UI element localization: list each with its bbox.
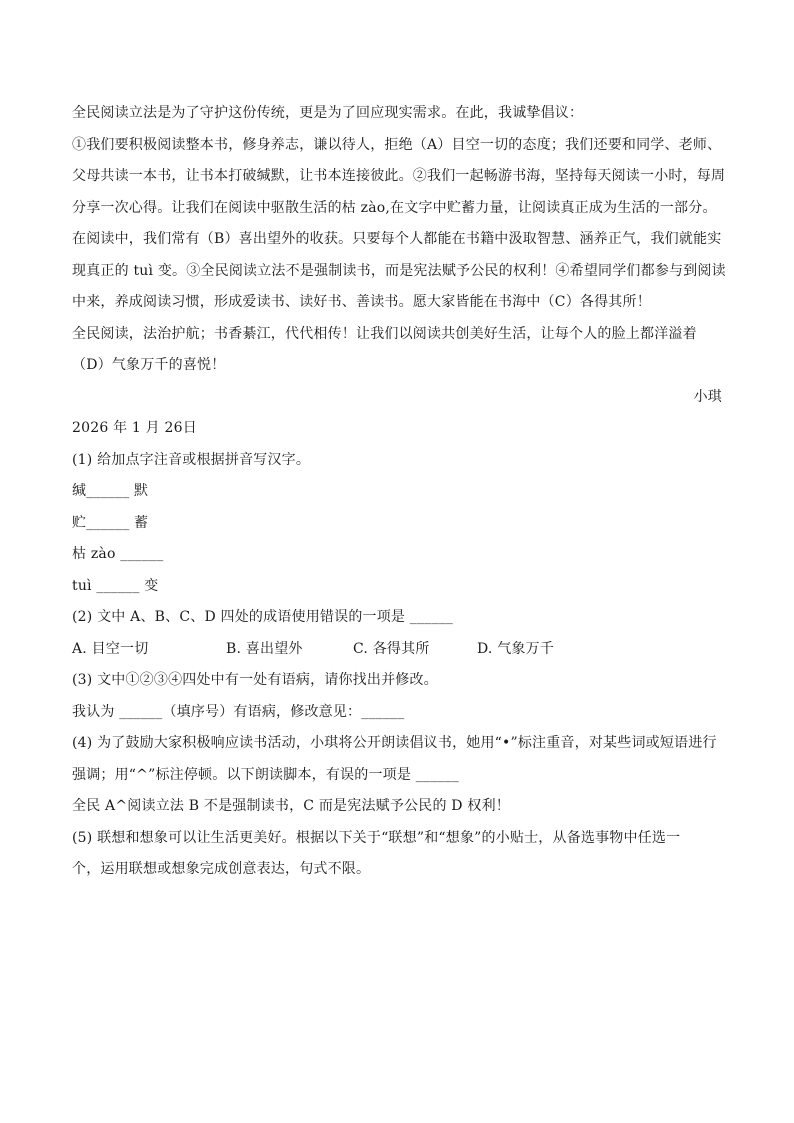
question-2-options <box>72 634 722 666</box>
letter-line: 分享一次心得。让我们在阅读中驱散生活的枯 zào,在文字中贮蓄力量，让阅读真正成为生活的一部分。 <box>72 199 717 216</box>
letter-line: （D）气象万千的喜悦！ <box>72 357 226 373</box>
document-page <box>72 98 726 886</box>
letter-line: 中来，养成阅读习惯，形成爱读书、读好书、善读书。愿大家皆能在书海中（C）各得其所！ <box>72 294 651 310</box>
letter-line: 全民阅读，法治护航；书香綦江，代代相传！让我们以阅读共创美好生活，让每个人的脸上都洋溢着 <box>72 325 697 342</box>
letter-line: 全民阅读立法是为了守护这份传统，更是为了回应现实需求。在此，我诚挚倡议： <box>72 105 584 121</box>
question-1-item: 贮______ 蓄 <box>72 514 149 531</box>
letter-signature: 小琪 <box>693 388 722 405</box>
question-4-text: 强调；用“^”标注停顿。以下朗读脚本，有误的一项是 ______ <box>72 766 459 783</box>
question-5-text: (5) 联想和想象可以让生活更美好。根据以下关于“联想”和“想象”的小贴士，从备选事物中任选一 <box>72 829 681 846</box>
question-3-answer: 我认为 ______（填序号）有语病，修改意见：______ <box>72 703 405 720</box>
question-1-item: 缄______ 默 <box>72 483 149 499</box>
question-4-text: (4) 为了鼓励大家积极响应读书活动，小琪将公开朗读倡议书，她用“•”标注重音，对某些词或短语进行 <box>72 735 717 751</box>
option-c: C. 各得其所 <box>353 640 430 657</box>
option-d: D. 气象万千 <box>477 640 555 657</box>
option-b: B. 喜出望外 <box>226 640 303 657</box>
question-1-title: (1) 给加点字注音或根据拼音写汉字。 <box>72 451 311 468</box>
letter-line: 在阅读中，我们常有（B）喜出望外的收获。只要每个人都能在书籍中汲取智慧、涵养正气，我们就能实 <box>72 231 722 247</box>
question-3-title: (3) 文中①②③④四处中有一处有语病，请你找出并修改。 <box>72 672 438 688</box>
letter-line: ①我们要积极阅读整本书，修身养志，谦以待人，拒绝（A）目空一切的态度；我们还要和同学、老师、 <box>72 136 722 153</box>
option-a: A. 目空一切 <box>72 640 149 657</box>
letter-line: 父母共读一本书，让书本打破缄默，让书本连接彼此。②我们一起畅游书海，坚持每天阅读一小时，每周 <box>72 168 726 184</box>
question-1-item: 枯 zào ______ <box>72 546 164 562</box>
letter-line: 现真正的 tuì 变。③全民阅读立法不是强制读书，而是宪法赋予公民的权利！④希望同学们都参与到阅读 <box>72 262 726 279</box>
question-5-text: 个，运用联想或想象完成创意表达，句式不限。 <box>72 861 371 877</box>
letter-date: 2026 年 1 月 26日 <box>72 420 197 436</box>
question-1-item: tuì ______ 变 <box>72 577 159 594</box>
question-2-title: (2) 文中 A、B、C、D 四处的成语使用错误的一项是 ______ <box>72 609 453 625</box>
question-4-script: 全民 A^阅读立法 B 不是强制读书，C 而是宪法赋予公民的 D 权利！ <box>72 798 510 814</box>
